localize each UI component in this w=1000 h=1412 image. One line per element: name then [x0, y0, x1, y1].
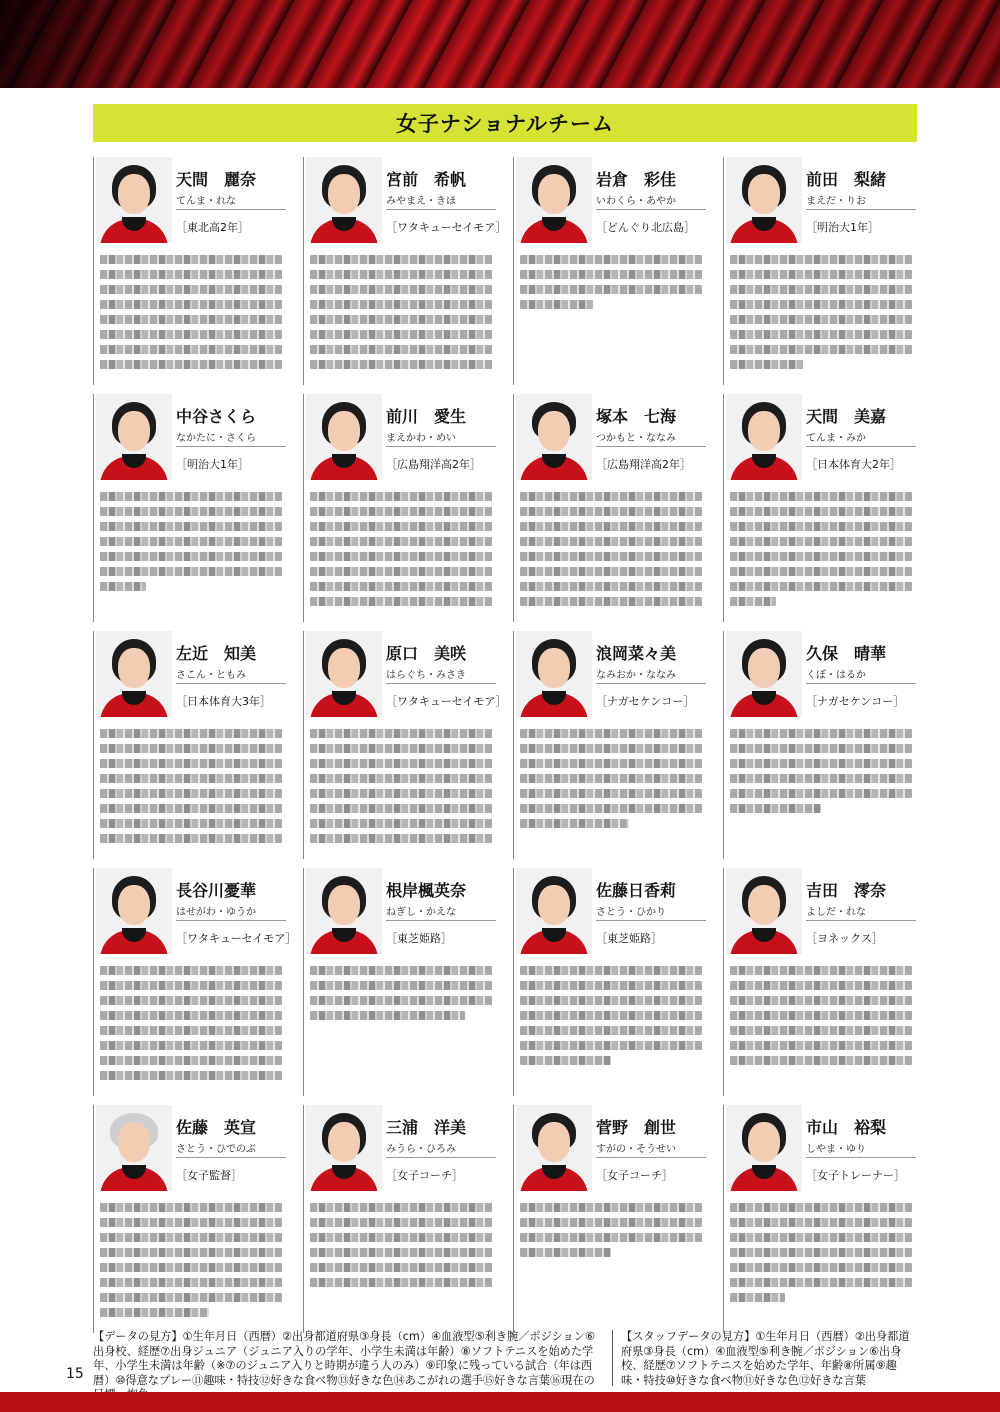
player-kana: ねぎし・かえな — [386, 907, 456, 918]
player-kana: なかたに・さくら — [176, 433, 256, 444]
profile-card — [93, 868, 297, 1096]
player-data-legend: 【データの見方】①生年月日（西暦）②出身都道府県③身長（cm）④血液型⑤利き腕／ポジション⑥出身校、経歴⑦出身ジュニア（ジュニア入りの学年、小学生未満は年齢）⑧ソフトテニスを始めた学年、小学生未満は年齢（※⑦のジュニア入りと時期が違う人のみ）⑨印象に残っている試合（年は西暦）⑩得意なプレー⑪趣味・特技⑫好きな食べ物⑬好きな色⑭あこがれの選手⑮好きな言葉⑯現在の — [93, 1330, 595, 1387]
profile-text-blurred — [730, 255, 912, 375]
player-photo — [726, 868, 802, 954]
player-name: 原口 美咲 — [386, 644, 467, 663]
top-banner — [0, 0, 1000, 88]
player-name: 中谷さくら — [176, 407, 257, 426]
divider — [806, 683, 916, 684]
player-affiliation: ［東芝姫路］ — [596, 932, 662, 945]
staff-photo — [96, 1105, 172, 1191]
player-kana: くぼ・はるか — [806, 670, 866, 681]
player-name: 久保 晴華 — [806, 644, 887, 663]
player-kana: さこん・ともみ — [176, 670, 246, 681]
divider — [176, 920, 286, 921]
player-kana: さとう・ひかり — [596, 907, 666, 918]
player-photo — [726, 157, 802, 243]
player-photo — [96, 394, 172, 480]
page-number: 15 — [66, 1366, 84, 1382]
player-affiliation: ［広島翔洋高2年］ — [596, 458, 691, 471]
staff-name: 三浦 洋美 — [386, 1118, 467, 1137]
player-affiliation: ［どんぐり北広島］ — [596, 221, 695, 234]
player-affiliation: ［広島翔洋高2年］ — [386, 458, 481, 471]
divider — [386, 446, 496, 447]
profile-card — [93, 157, 286, 385]
player-affiliation: ［ヨネックス］ — [806, 932, 883, 945]
profile-text-blurred — [730, 492, 912, 612]
player-photo — [306, 157, 382, 243]
divider — [386, 209, 496, 210]
divider — [176, 209, 286, 210]
profile-text-blurred — [730, 1203, 912, 1308]
player-photo — [516, 394, 592, 480]
profile-card — [723, 631, 916, 859]
divider — [806, 1157, 916, 1158]
player-name: 前川 愛生 — [386, 407, 467, 426]
player-name: 塚本 七海 — [596, 407, 677, 426]
profile-card — [723, 868, 916, 1096]
player-kana: まえかわ・めい — [386, 433, 456, 444]
player-affiliation: ［ナガセケンコー］ — [806, 695, 905, 708]
player-photo — [726, 631, 802, 717]
player-affiliation: ［明治大1年］ — [176, 458, 249, 471]
staff-role: ［女子コーチ］ — [596, 1169, 673, 1182]
divider — [176, 683, 286, 684]
profile-card — [513, 868, 706, 1096]
profile-text-blurred — [520, 492, 702, 612]
player-affiliation: ［明治大1年］ — [806, 221, 879, 234]
divider — [176, 446, 286, 447]
profile-text-blurred — [310, 492, 492, 612]
player-photo — [516, 157, 592, 243]
profile-card — [303, 394, 496, 622]
player-kana: てんま・みか — [806, 433, 866, 444]
profile-card — [93, 1105, 286, 1333]
divider — [386, 683, 496, 684]
player-photo — [306, 631, 382, 717]
staff-name: 佐藤 英宣 — [176, 1118, 257, 1137]
bottom-banner — [0, 1392, 1000, 1412]
player-kana: なみおか・ななみ — [596, 670, 676, 681]
player-photo — [96, 157, 172, 243]
player-name: 左近 知美 — [176, 644, 257, 663]
staff-kana: しやま・ゆり — [806, 1144, 866, 1155]
staff-data-legend: 【スタッフデータの見方】①生年月日（西暦）②出身都道府県③身長（cm）④血液型⑤利き腕／ポジション⑥出身校、経歴⑦ソフトテニスを始めた学年、年齢⑧所属⑨趣味・特技⑩好きな食べ物⑪好きな色⑫好きな言葉 — [621, 1330, 910, 1387]
player-name: 岩倉 彩佳 — [596, 170, 677, 189]
profile-card — [723, 157, 916, 385]
player-photo — [306, 868, 382, 954]
profile-text-blurred — [730, 966, 912, 1071]
profile-text-blurred — [100, 255, 282, 375]
profile-card — [93, 394, 286, 622]
player-name: 天間 麗奈 — [176, 170, 257, 189]
staff-role: ［女子コーチ］ — [386, 1169, 463, 1182]
profile-text-blurred — [520, 1203, 702, 1263]
player-photo — [96, 868, 172, 954]
divider — [806, 920, 916, 921]
player-affiliation: ［ワタキューセイモア］ — [176, 932, 297, 945]
staff-photo — [306, 1105, 382, 1191]
player-name: 前田 梨緒 — [806, 170, 887, 189]
profile-text-blurred — [730, 729, 912, 819]
section-title: 女子ナショナルチーム — [395, 112, 615, 136]
divider — [176, 1157, 286, 1158]
staff-role: ［女子監督］ — [176, 1169, 242, 1182]
profile-card — [723, 394, 916, 622]
divider — [806, 209, 916, 210]
player-kana: てんま・れな — [176, 196, 236, 207]
profile-card — [303, 631, 507, 859]
profile-card — [513, 631, 706, 859]
profile-card — [513, 1105, 706, 1333]
profile-text-blurred — [520, 255, 702, 315]
player-affiliation: ［ナガセケンコー］ — [596, 695, 695, 708]
staff-kana: みうら・ひろみ — [386, 1144, 456, 1155]
divider — [596, 683, 706, 684]
divider — [596, 920, 706, 921]
legend-divider — [612, 1330, 613, 1386]
divider — [386, 1157, 496, 1158]
profile-text-blurred — [310, 255, 492, 375]
player-photo — [516, 868, 592, 954]
profile-text-blurred — [310, 729, 492, 849]
player-kana: はらぐち・みさき — [386, 670, 466, 681]
player-photo — [726, 394, 802, 480]
profile-card — [723, 1105, 916, 1333]
divider — [596, 446, 706, 447]
player-affiliation: ［東芝姫路］ — [386, 932, 452, 945]
player-name: 佐藤日香莉 — [596, 881, 677, 900]
player-kana: いわくら・あやか — [596, 196, 676, 207]
profile-card — [513, 157, 706, 385]
profile-card — [303, 157, 507, 385]
profile-card — [303, 1105, 496, 1333]
player-name: 浪岡菜々美 — [596, 644, 677, 663]
player-photo — [306, 394, 382, 480]
staff-kana: すがの・そうせい — [596, 1144, 676, 1155]
player-affiliation: ［日本体育大3年］ — [176, 695, 271, 708]
player-affiliation: ［ワタキューセイモア］ — [386, 221, 507, 234]
player-kana: つかもと・ななみ — [596, 433, 676, 444]
player-photo — [96, 631, 172, 717]
player-name: 根岸楓英奈 — [386, 881, 467, 900]
staff-name: 市山 裕梨 — [806, 1118, 887, 1137]
profile-text-blurred — [520, 729, 702, 834]
profile-text-blurred — [520, 966, 702, 1071]
player-affiliation: ［東北高2年］ — [176, 221, 249, 234]
profile-text-blurred — [100, 1203, 282, 1323]
divider — [386, 920, 496, 921]
player-kana: まえだ・りお — [806, 196, 866, 207]
profile-text-blurred — [310, 966, 492, 1026]
player-photo — [516, 631, 592, 717]
profile-card — [513, 394, 706, 622]
staff-kana: さとう・ひでのぶ — [176, 1144, 256, 1155]
player-kana: よしだ・れな — [806, 907, 866, 918]
player-name: 長谷川憂華 — [176, 881, 257, 900]
player-affiliation: ［ワタキューセイモア］ — [386, 695, 507, 708]
staff-name: 菅野 創世 — [596, 1118, 677, 1137]
divider — [596, 1157, 706, 1158]
player-name: 吉田 澪奈 — [806, 881, 887, 900]
player-kana: みやまえ・きほ — [386, 196, 456, 207]
profile-text-blurred — [100, 492, 282, 597]
staff-photo — [726, 1105, 802, 1191]
divider — [596, 209, 706, 210]
divider — [806, 446, 916, 447]
staff-role: ［女子トレーナー］ — [806, 1169, 905, 1182]
staff-photo — [516, 1105, 592, 1191]
profile-card — [93, 631, 286, 859]
profile-card — [303, 868, 496, 1096]
player-affiliation: ［日本体育大2年］ — [806, 458, 901, 471]
profile-text-blurred — [100, 966, 282, 1086]
profile-text-blurred — [310, 1203, 492, 1293]
section-title-bar — [93, 104, 917, 142]
player-kana: はせがわ・ゆうか — [176, 907, 256, 918]
player-name: 宮前 希帆 — [386, 170, 467, 189]
player-name: 天間 美嘉 — [806, 407, 887, 426]
profile-text-blurred — [100, 729, 282, 849]
